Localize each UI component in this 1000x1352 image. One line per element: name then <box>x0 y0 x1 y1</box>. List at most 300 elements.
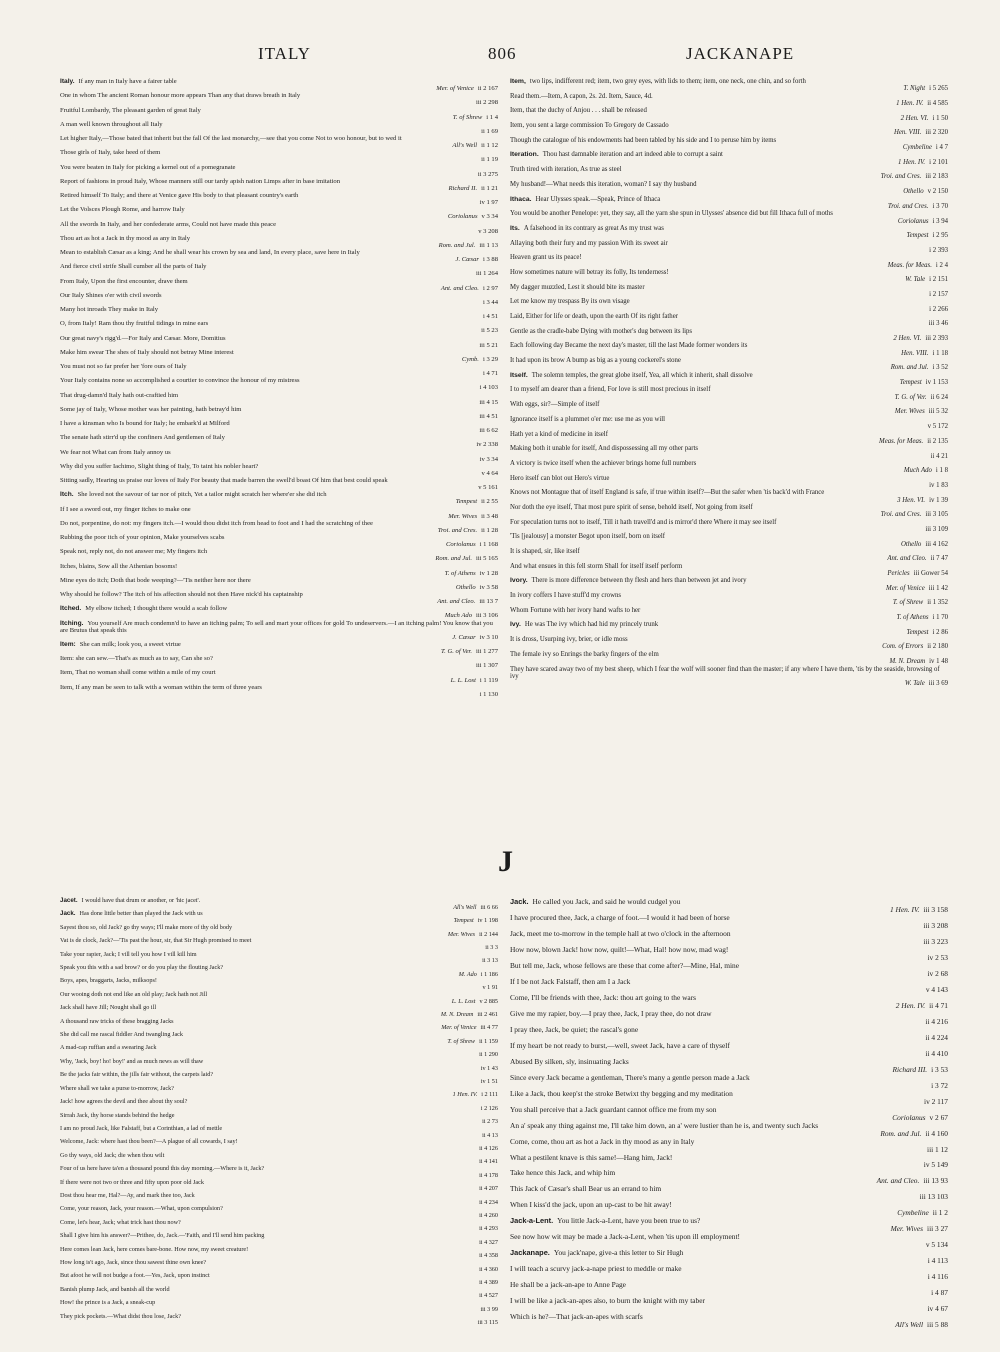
act-scene-line: ii 4 216 <box>925 1016 948 1026</box>
concordance-entry <box>60 434 498 448</box>
concordance-entry <box>60 620 498 641</box>
act-scene-line: iv 3 10 <box>479 633 498 641</box>
quotation: How sometimes nature will betray its folly, Its tenderness! <box>510 268 669 276</box>
citation <box>60 99 498 106</box>
play-title: T. of Shrew <box>452 113 483 121</box>
concordance-entry <box>510 416 948 431</box>
quotation: Boys, apes, braggarts, Jacks, milksops! <box>60 977 157 985</box>
play-title: Com. of Errors <box>882 643 924 651</box>
quotation: I pray thee, Jack, be quiet; the rascal's gone <box>510 1024 639 1034</box>
citation <box>510 335 948 342</box>
act-scene-line: i 3 94 <box>932 217 948 225</box>
citation <box>510 570 948 577</box>
quotation: Heaven grant us its peace! <box>510 254 582 262</box>
act-scene-line: iii 5 21 <box>479 341 498 349</box>
headword: Itching. <box>60 619 84 627</box>
citation <box>60 313 498 320</box>
concordance-entry <box>510 357 948 372</box>
quotation: Item, that the duchy of Anjou . . . shall be released <box>510 107 647 115</box>
act-scene-line: ii 2 55 <box>481 498 498 506</box>
quotation: Let the Volsces Plough Rome, and harrow Italy <box>60 206 185 214</box>
play-title: All's Well <box>453 903 477 911</box>
act-scene-line: ii 2 180 <box>927 643 948 651</box>
quotation: Sirrah Jack, thy horse stands behind the hedge <box>60 1111 175 1119</box>
quotation: Jack! how agrees the devil and thee about thy soul? <box>60 1098 188 1106</box>
concordance-entry <box>60 377 498 391</box>
act-scene-line: i 2 95 <box>932 232 948 240</box>
play-title: Mer. of Venice <box>886 584 925 592</box>
quotation: Jack, meet me to-morrow in the temple hall at two o'clock in the afternoon <box>510 928 731 938</box>
quotation: I to myself am dearer than a friend, For love is still most precious in itself <box>510 386 711 394</box>
concordance-entry <box>60 1005 498 1018</box>
act-scene-line: i 4 7 <box>935 144 948 152</box>
quotation: Abused By silken, sly, insinuating Jacks <box>510 1056 629 1066</box>
quotation: Let me know my trespass By its own visage <box>510 298 630 306</box>
act-scene-line: i 1 4 <box>486 113 498 121</box>
quotation: Some jay of Italy, Whose mother was her painting, hath betray'd him <box>60 405 242 413</box>
act-scene-line: iv 1 51 <box>480 1077 498 1085</box>
citation <box>510 643 948 650</box>
quotation: For speculation turns not to itself, Till it hath travell'd and is mirror'd there Where it may see itself <box>510 518 777 526</box>
concordance-entry <box>60 1099 498 1112</box>
concordance-entry <box>60 164 498 178</box>
quotation: My dagger muzzled, Lest it should bite its master <box>510 283 645 291</box>
quotation: Thou hast damnable iteration and art indeed able to corrupt a saint <box>542 151 723 159</box>
quotation: Item, you sent a large commission To Gregory de Cassado <box>510 122 669 130</box>
concordance-entry <box>510 151 948 166</box>
quotation: Make him swear The shes of Italy should not betray Mine interest <box>60 348 234 356</box>
concordance-entry <box>60 107 498 121</box>
play-title: L. L. Lost <box>450 676 476 684</box>
quotation: Thou art as hot a Jack in thy mood as any in Italy <box>60 234 191 242</box>
act-scene-line: ii 5 23 <box>481 327 498 335</box>
concordance-entry <box>510 577 948 592</box>
concordance-entry <box>510 313 948 328</box>
concordance-entry <box>60 477 498 491</box>
quotation: I have a kinsman who Is bound for Italy; he embark'd at Milford <box>60 420 230 427</box>
quotation: He called you Jack, and said he would cudgel you <box>532 897 681 906</box>
act-scene-line: iii 3 99 <box>480 1305 498 1313</box>
act-scene-line: i 4 113 <box>927 1256 948 1266</box>
quotation: Speak not, reply not, do not answer me; My fingers itch <box>60 548 208 556</box>
play-title: T. of Shrew <box>892 599 924 607</box>
concordance-entry <box>510 166 948 181</box>
act-scene-line: ii 4 21 <box>930 452 948 460</box>
concordance-entry <box>510 914 948 930</box>
quotation: Come, let's hear, Jack; what trick hast thou now? <box>60 1218 181 1226</box>
concordance-entry <box>510 1297 948 1313</box>
quotation: Shall I give him his answer?—Prithee, do, Jack.—'Faith, and I'll send him packing <box>60 1232 265 1240</box>
quotation: A man well known throughout all Italy <box>60 120 163 128</box>
act-scene-line: i 3 44 <box>482 298 498 306</box>
quotation: In ivory coffers I have stuff'd my crowns <box>510 592 622 600</box>
act-scene-line: iii 3 115 <box>477 1319 498 1327</box>
headword: Itch. <box>60 491 74 499</box>
quotation: If I see a sword out, my finger itches to make one <box>60 505 191 513</box>
concordance-entry <box>510 1249 948 1265</box>
play-title: Richard II. <box>448 184 478 192</box>
quotation: Here comes lean Jack, here comes bare-bone. How now, my sweet creature! <box>60 1245 249 1253</box>
quotation: How long is't ago, Jack, since thou sawest thine own knee? <box>60 1258 207 1266</box>
quotation: Be the jacks fair within, the jills fair without, the carpets laid? <box>60 1071 214 1079</box>
play-title: M. N. Dream <box>889 658 926 666</box>
concordance-entry <box>510 328 948 343</box>
concordance-entry <box>60 206 498 220</box>
concordance-entry <box>60 1287 498 1300</box>
quotation: Knows not Montague that of itself England is safe, if true within itself?—But the safer when 'tis back'd with France <box>510 489 825 497</box>
quotation: Mine eyes do itch; Doth that bode weeping?—'Tis neither here nor there <box>60 576 251 584</box>
concordance-entry <box>510 1265 948 1281</box>
headword: Item: <box>60 640 76 648</box>
play-title: Rom. and Jul. <box>435 555 473 563</box>
concordance-entry <box>510 651 948 666</box>
act-scene-line: ii 2 167 <box>477 85 498 93</box>
quotation: Vat is de clock, Jack?—'Tis past the hour, sir, that Sir Hugh promised to meet <box>60 937 252 945</box>
concordance-entry <box>60 1019 498 1032</box>
concordance-entry <box>510 1281 948 1297</box>
act-scene-line: ii 1 12 <box>481 142 498 150</box>
act-scene-line: i 1 168 <box>479 541 498 549</box>
concordance-entry <box>510 621 948 636</box>
concordance-entry <box>60 534 498 548</box>
play-title: 2 Hen. VI. <box>893 335 922 343</box>
concordance-entry <box>510 666 948 688</box>
column-top-left <box>60 78 498 698</box>
citation <box>510 144 948 151</box>
play-title: Coriolanus <box>897 217 929 225</box>
act-scene-line: ii 4 71 <box>929 1000 948 1010</box>
citation <box>510 262 948 269</box>
concordance-entry <box>60 463 498 477</box>
concordance-entry <box>60 1233 498 1246</box>
play-title: Othello <box>455 583 476 591</box>
concordance-entry <box>510 225 948 240</box>
concordance-entry <box>510 946 948 962</box>
act-scene-line: i 3 52 <box>932 364 948 372</box>
quotation: They have scared away two of my best sheep, which I fear the wolf will sooner find than the master; if any where I have them, 'tis by the seaside, browsing of ivy <box>510 665 940 680</box>
concordance-entry <box>510 1154 948 1170</box>
play-title: Much Ado <box>444 612 473 620</box>
concordance-entry <box>60 1139 498 1152</box>
concordance-entry <box>60 520 498 534</box>
quotation: I will teach a scurvy jack-a-nape priest to meddle or make <box>510 1264 682 1274</box>
headword: Jack. <box>510 897 529 906</box>
concordance-entry <box>60 925 498 938</box>
citation <box>510 511 948 518</box>
quotation: Come, I'll be friends with thee, Jack: thou art going to the wars <box>510 992 697 1002</box>
act-scene-line: i 2 111 <box>481 1091 498 1099</box>
quotation: He shall be a jack-an-ape to Anne Page <box>510 1280 626 1290</box>
quotation: You little Jack-a-Lent, have you been true to us? <box>557 1216 701 1226</box>
play-title: Rom. and Jul. <box>890 364 929 372</box>
citation <box>60 612 498 619</box>
act-scene-line: iii 4 15 <box>479 398 498 406</box>
concordance-entry <box>510 1026 948 1042</box>
quotation: Itches, blains, Sow all the Athenian bosoms! <box>60 562 178 570</box>
concordance-entry <box>60 1260 498 1273</box>
quotation: Mean to establish Cæsar as a king; And he shall wear his crown by sea and land, In every place, save here in Italy <box>60 249 360 256</box>
act-scene-line: ii 2 144 <box>479 930 498 938</box>
act-scene-line: i 3 70 <box>932 202 948 210</box>
concordance-entry <box>510 1090 948 1106</box>
quotation: Which is he?—That jack-an-apes with scarfs <box>510 1312 643 1322</box>
play-title: 1 Hen. IV. <box>452 1091 478 1099</box>
act-scene-line: iii 3 106 <box>476 612 498 620</box>
act-scene-line: i 4 71 <box>482 370 498 378</box>
act-scene-line: ii 4 160 <box>925 1128 948 1138</box>
act-scene-line: iv 2 117 <box>924 1096 948 1106</box>
act-scene-line: v 1 91 <box>482 984 498 992</box>
concordance-entry <box>510 254 948 269</box>
citation <box>510 291 948 298</box>
play-title: T. G. of Ver. <box>440 648 473 655</box>
concordance-entry <box>60 235 498 249</box>
concordance-entry <box>60 1153 498 1166</box>
concordance-entry <box>60 1166 498 1179</box>
quotation: One in whom The ancient Roman honour more appears Than any that draws breath in Italy <box>60 92 301 100</box>
act-scene-line: v 5 134 <box>925 1240 948 1250</box>
quotation: Hero itself can blot out Hero's virtue <box>510 474 610 482</box>
act-scene-line: iv 3 34 <box>479 455 498 463</box>
citation <box>510 115 948 122</box>
citation <box>60 370 498 377</box>
play-title: Hen. VIII. <box>893 129 922 137</box>
act-scene-line: iii 3 27 <box>927 1224 948 1234</box>
act-scene-line: i 4 103 <box>479 384 498 392</box>
act-scene-line: v 3 208 <box>478 227 498 235</box>
concordance-entry <box>510 460 948 475</box>
concordance-entry <box>510 122 948 137</box>
act-scene-line: iii 2 461 <box>477 1010 498 1018</box>
column-bottom-left <box>60 898 498 1327</box>
quotation: All the swords In Italy, and her confederate arms, Could not have made this peace <box>60 220 276 228</box>
concordance-entry <box>510 548 948 563</box>
play-title: T. of Athens <box>444 569 476 577</box>
concordance-entry <box>510 269 948 284</box>
act-scene-line: i 4 87 <box>931 1288 948 1298</box>
citation <box>510 247 948 254</box>
citation <box>60 256 498 263</box>
quotation: A falsehood in its contrary as great As my trust was <box>523 224 664 232</box>
quotation: Item, That no woman shall come within a mile of my court <box>60 669 216 677</box>
act-scene-line: ii 4 358 <box>479 1252 498 1260</box>
quotation: You yourself Are much condemn'd to have an itching palm; To sell and mart your offices for gold To undeservers.—I an itching palm! You know that you are Brutus that speak this <box>60 619 493 634</box>
act-scene-line: i 2 393 <box>929 246 948 254</box>
quotation: 'Tis [jealousy] a monster Begot upon itself, born on itself <box>510 533 666 541</box>
concordance-entry <box>60 1126 498 1139</box>
quotation: Our great navy's rigg'd.—For Italy and Cæsar. More, Domitius <box>60 334 226 342</box>
act-scene-line: iii 2 320 <box>925 129 948 137</box>
concordance-entry <box>510 196 948 211</box>
concordance-entry <box>60 320 498 334</box>
act-scene-line: i 1 119 <box>479 676 498 684</box>
act-scene-line: i 2 266 <box>929 305 948 313</box>
quotation: I will be like a jack-an-apes also, to burn the knight with my taber <box>510 1296 705 1306</box>
concordance-entry <box>60 1113 498 1126</box>
quotation: Dost thou hear me, Hal?—Ay, and mark thee too, Jack <box>60 1191 195 1199</box>
concordance-entry <box>510 372 948 387</box>
act-scene-line: ii 4 224 <box>925 1032 948 1042</box>
quotation: Rubbing the poor itch of your opinion, Make yourselves scabs <box>60 534 225 541</box>
act-scene-line: i 1 50 <box>932 114 948 122</box>
act-scene-line: ii 4 260 <box>479 1212 498 1220</box>
concordance-entry <box>60 577 498 591</box>
play-title: Tempest <box>453 917 474 925</box>
concordance-entry <box>510 1074 948 1090</box>
quotation: Report of fashions in proud Italy, Whose manners still our tardy apish nation Limps after in base imitation <box>60 177 340 185</box>
citation <box>60 413 498 420</box>
citation <box>60 156 498 163</box>
quotation: She did call me rascal fiddler And twangling Jack <box>60 1031 184 1039</box>
concordance-entry <box>60 1273 498 1286</box>
concordance-entry <box>510 563 948 578</box>
quotation: See now how wit may be made a Jack-a-Lent, when 'tis upon ill employment! <box>510 1232 740 1242</box>
quotation: Why did you suffer Iachimo, Slight thing of Italy, To taint his nobler heart? <box>60 462 259 470</box>
play-title: 1 Hen. IV. <box>898 158 926 166</box>
act-scene-line: ii 3 13 <box>482 957 498 965</box>
act-scene-line: i 4 116 <box>927 1272 948 1282</box>
play-title: Meas. for Meas. <box>879 437 924 445</box>
quotation: You would be another Penelope: yet, they say, all the yarn she spun in Ulysses' absence did but fill Ithaca full of moths <box>510 210 833 218</box>
concordance-entry <box>510 386 948 401</box>
act-scene-line: ii 4 527 <box>479 1292 498 1300</box>
act-scene-line: ii 1 290 <box>479 1051 498 1059</box>
act-scene-line: iii 13 7 <box>479 598 498 606</box>
play-title: Othello <box>900 540 922 548</box>
citation <box>60 541 498 548</box>
page-number: 806 <box>488 44 517 63</box>
concordance-entry <box>60 952 498 965</box>
act-scene-line: ii 4 13 <box>482 1131 498 1139</box>
headword: Jack. <box>60 910 76 918</box>
act-scene-line: ii 7 47 <box>930 555 948 563</box>
concordance-entry <box>60 938 498 951</box>
quotation: And fierce civil strife Shall cumber all the parts of Italy <box>60 263 207 271</box>
quotation: Our Italy Shines o'er with civil swords <box>60 291 162 299</box>
concordance-entry <box>510 636 948 651</box>
act-scene-line: v 4 143 <box>925 984 948 994</box>
concordance-entry <box>510 504 948 519</box>
citation <box>60 199 498 206</box>
act-scene-line: iv 2 68 <box>927 968 948 978</box>
headword: Jacet. <box>60 897 78 904</box>
concordance-entry <box>510 1010 948 1026</box>
play-title: Pericles <box>887 570 910 578</box>
play-title: M. N. Dream <box>440 1010 474 1018</box>
quotation: Sayest thou so, old Jack? go thy ways; I'll make more of thy old body <box>60 923 233 931</box>
act-scene-line: ii 1 159 <box>479 1037 498 1045</box>
play-title: Hen. VIII. <box>901 349 929 357</box>
quotation: Gentle as the cradle-babe Dying with mother's dug between its lips <box>510 327 693 335</box>
act-scene-line: i 1 186 <box>480 970 498 978</box>
citation <box>60 399 498 406</box>
quotation: How now, blown Jack! how now, quilt!—What, Hal! how now, mad wag! <box>510 944 729 954</box>
concordance-entry <box>510 994 948 1010</box>
citation <box>510 438 948 445</box>
play-title: Othello <box>903 188 924 196</box>
concordance-entry <box>60 335 498 349</box>
column-bottom-right <box>510 898 948 1329</box>
play-title: W. Tale <box>905 276 926 284</box>
quotation: Hear Ulysses speak.—Speak, Prince of Ithaca <box>535 195 661 203</box>
quotation: two lips, indifferent red; item, two grey eyes, with lids to them; item, one neck, one chin, and so forth <box>529 78 806 85</box>
act-scene-line: ii 2 135 <box>927 437 948 445</box>
quotation: That drug-damn'd Italy hath out-craftied him <box>60 391 179 399</box>
act-scene-line: ii 1 21 <box>481 184 498 192</box>
citation <box>60 498 498 505</box>
act-scene-line: iii 3 158 <box>923 904 948 914</box>
play-title: 3 Hen. VI. <box>897 496 926 504</box>
quotation: A victory is twice itself when the achiever brings home full numbers <box>510 459 697 467</box>
concordance-entry <box>60 78 498 92</box>
concordance-entry <box>60 1032 498 1045</box>
quotation: You jack'nape, give-a this letter to Sir Hugh <box>553 1248 684 1258</box>
quotation: I am no proud Jack, like Falstaff, but a Corinthian, a lad of mettle <box>60 1124 223 1132</box>
quotation: From Italy, Upon the first encounter, drave them <box>60 277 188 285</box>
play-title: Troi. and Cres. <box>880 173 922 181</box>
quotation: There is more difference between thy flesh and hers than between jet and ivory <box>531 577 747 585</box>
play-title: Ant. and Cleo. <box>437 598 476 606</box>
concordance-entry <box>60 121 498 135</box>
quotation: Why, 'Jack, boy! ho! boy!' and as much news as will thaw <box>60 1057 204 1065</box>
act-scene-line: iii 3 46 <box>928 320 948 328</box>
act-scene-line: v 2 150 <box>927 188 948 196</box>
citation <box>60 356 498 363</box>
quotation: What a pestilent knave is this same!—Hang him, Jack! <box>510 1152 673 1162</box>
quotation: You must not so far prefer her 'fore ours of Italy <box>60 363 187 370</box>
quotation: Whom Fortune with her ivory hand wafts to her <box>510 606 641 614</box>
concordance-entry <box>510 1313 948 1329</box>
quotation: He was The ivy which had hid my princely trunk <box>524 621 659 629</box>
play-title: 1 Hen. IV. <box>896 100 924 108</box>
play-title: 2 Hen. IV. <box>895 1000 926 1010</box>
quotation: She can milk; look you, a sweet virtue <box>79 640 181 648</box>
act-scene-line: ii 1 352 <box>927 599 948 607</box>
concordance-entry <box>510 930 948 946</box>
act-scene-line: iii 1 277 <box>476 648 498 655</box>
quotation: Making both it unable for itself, And dispossessing all my other parts <box>510 445 699 453</box>
concordance-entry <box>510 519 948 534</box>
act-scene-line: iii 6 66 <box>480 903 498 911</box>
act-scene-line: iii 13 103 <box>919 1192 948 1202</box>
concordance-entry <box>60 1220 498 1233</box>
concordance-entry <box>60 149 498 163</box>
citation <box>60 242 498 249</box>
quotation: If there were not two or three and fifty upon poor old Jack <box>60 1178 204 1186</box>
quotation: If I be not Jack Falstaff, then am I a Jack <box>510 976 631 986</box>
concordance-entry <box>60 1300 498 1313</box>
play-title: T. G. of Ver. <box>894 393 927 401</box>
play-title: Meas. for Meas. <box>887 261 932 269</box>
header-left: ITALY <box>258 44 311 63</box>
quotation: Take your rapier, Jack; I vill tell you how I vill kill him <box>60 950 197 958</box>
concordance-entry <box>60 1206 498 1219</box>
quotation: You shall perceive that a Jack guardant cannot office me from my son <box>510 1104 717 1114</box>
citation <box>60 677 498 684</box>
play-title: Troi. and Cres. <box>887 202 929 210</box>
quotation: It had upon its brow A bump as big as a young cockerel's stone <box>510 357 681 365</box>
act-scene-line: iv 4 67 <box>927 1304 948 1314</box>
play-title: Rom. and Jul. <box>880 1128 922 1138</box>
act-scene-line: iv 5 149 <box>923 1160 948 1170</box>
play-title: Ant. and Cleo. <box>876 1176 920 1186</box>
quotation: My elbow itched; I thought there would a scab follow <box>85 605 228 613</box>
act-scene-line: iv 2 338 <box>476 441 498 449</box>
act-scene-line: i 3 29 <box>482 355 498 363</box>
quotation: Let higher Italy,—Those bated that inherit but the fall Of the last monarchy,—see that you come Not to woo honour, but to wed it <box>60 135 402 142</box>
citation <box>510 1321 948 1329</box>
citation <box>510 629 948 636</box>
